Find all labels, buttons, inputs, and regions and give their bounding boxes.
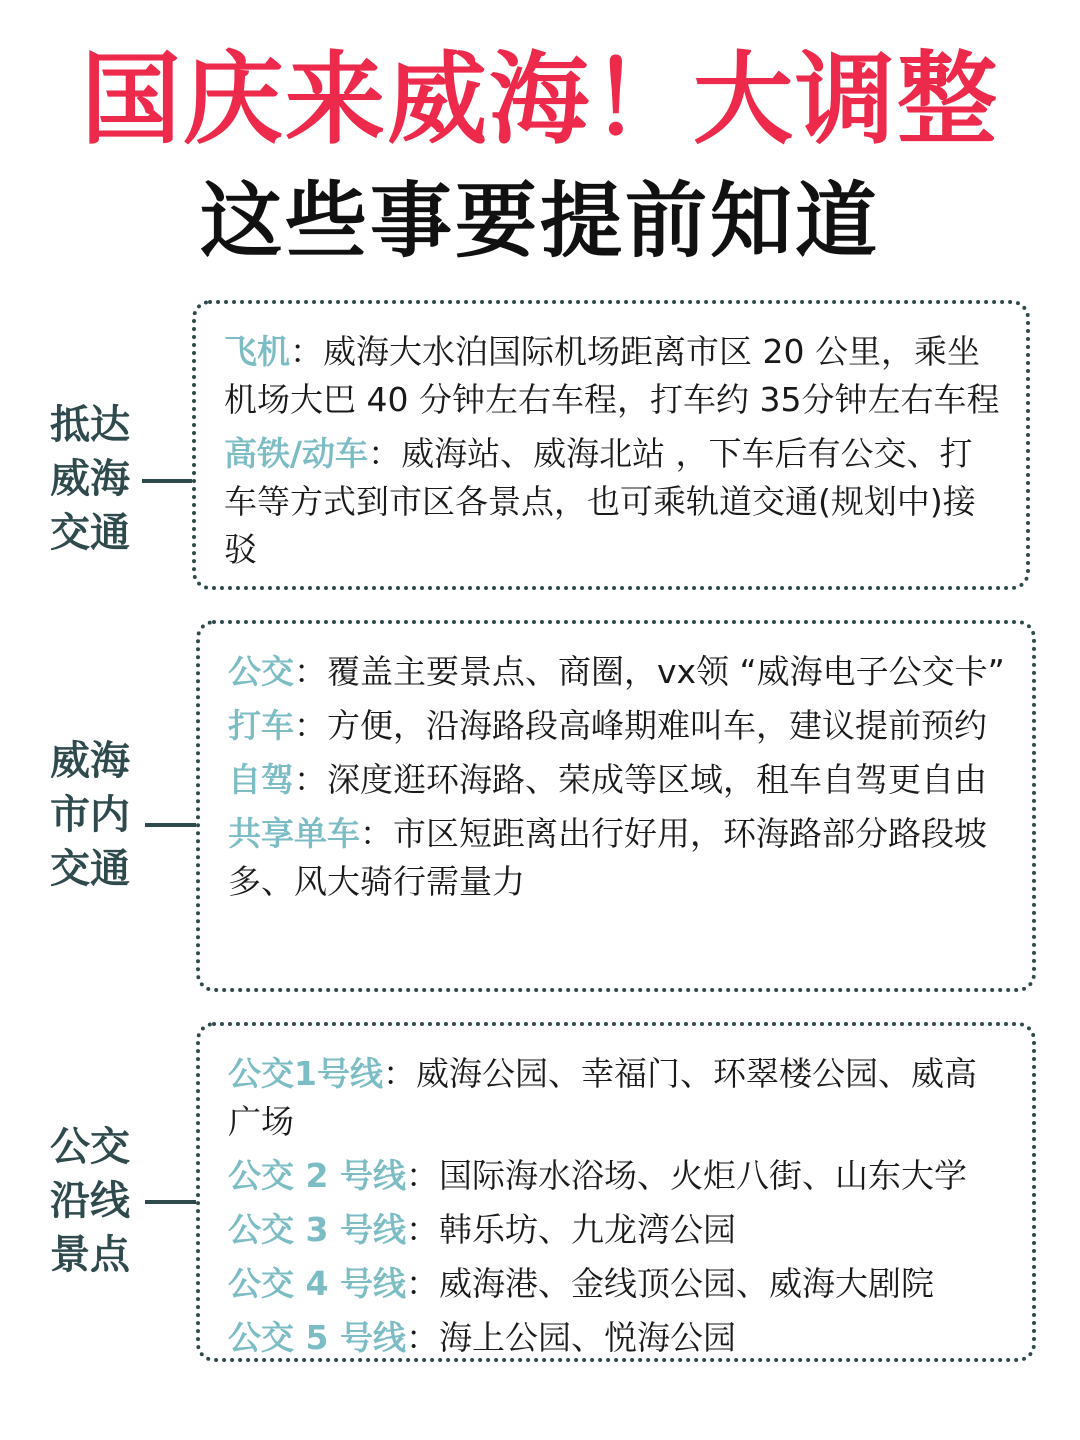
info-entry: 共享单车：市区短距离出行好用，环海路部分路段坡多、风大骑行需量力 — [228, 814, 987, 901]
section-label-line: 抵达 — [50, 402, 130, 448]
entry-value: 威海大水泊国际机场距离市区 20 公里，乘坐机场大巴 40 分钟左右车程，打车约 35分钟左右车程 — [224, 332, 1000, 419]
section-label-line: 威海 — [50, 456, 130, 502]
entry-key: 公交1号线 — [228, 1054, 383, 1093]
entry-key: 共享单车 — [228, 814, 360, 853]
connector-line — [142, 479, 192, 483]
entry-value: 海上公园、悦海公园 — [438, 1318, 736, 1357]
section-label-line: 景点 — [50, 1232, 130, 1278]
entry-key: 自驾 — [228, 760, 294, 799]
entry-value: 韩乐坊、九龙湾公园 — [438, 1210, 736, 1249]
entry-key: 公交 5 号线 — [228, 1318, 406, 1357]
entry-key: 公交 — [228, 652, 294, 691]
info-entry: 打车：方便，沿海路段高峰期难叫车，建议提前预约 — [228, 706, 987, 745]
section-label-line: 市内 — [50, 792, 130, 838]
entry-value: 深度逛环海路、荣成等区域，租车自驾更自由 — [327, 760, 987, 799]
entry-value: 威海公园、幸福门、环翠楼公园、威高广场 — [228, 1054, 977, 1141]
section-label-line: 公交 — [50, 1124, 130, 1170]
info-entry: 高铁/动车：威海站、威海北站 ，下车后有公交、打车等方式到市区各景点，也可乘轨道交通(规划中)接驳 — [224, 434, 976, 569]
section-label-line: 交通 — [50, 846, 130, 892]
connector-line — [145, 1200, 197, 1204]
entry-key: 高铁/动车 — [224, 434, 369, 473]
section-label-line: 威海 — [50, 738, 130, 784]
info-entry: 公交1号线：威海公园、幸福门、环翠楼公园、威高广场 — [228, 1054, 977, 1141]
entry-key: 公交 4 号线 — [228, 1264, 406, 1303]
connector-line — [145, 823, 197, 827]
page-subtitle: 这些事要提前知道 — [199, 174, 880, 269]
entry-value: 覆盖主要景点、商圈，vx领 “威海电子公交卡” — [327, 652, 1005, 691]
info-entry: 公交 2 号线：国际海水浴场、火炬八街、山东大学 — [228, 1156, 967, 1195]
info-entry: 公交 5 号线：海上公园、悦海公园 — [228, 1318, 736, 1357]
info-entry: 公交 4 号线：威海港、金线顶公园、威海大剧院 — [228, 1264, 934, 1303]
entry-value: 方便，沿海路段高峰期难叫车，建议提前预约 — [327, 706, 987, 745]
section-label-line: 交通 — [50, 510, 130, 556]
section-label-line: 沿线 — [50, 1178, 130, 1224]
section-label-city — [50, 734, 140, 896]
info-entry: 自驾：深度逛环海路、荣成等区域，租车自驾更自由 — [228, 760, 987, 799]
entry-key: 打车 — [228, 706, 294, 745]
info-box-bus — [196, 1022, 1036, 1362]
info-box-arrival — [192, 300, 1030, 590]
entry-value: 威海港、金线顶公园、威海大剧院 — [438, 1264, 934, 1303]
info-box-city — [196, 620, 1036, 992]
info-entry: 飞机：威海大水泊国际机场距离市区 20 公里，乘坐机场大巴 40 分钟左右车程，打车约 35分钟左右车程 — [224, 332, 1000, 419]
section-label-arrival — [50, 398, 140, 560]
entry-key: 公交 3 号线 — [228, 1210, 406, 1249]
entry-value: 国际海水浴场、火炬八街、山东大学 — [438, 1156, 967, 1195]
entry-key: 飞机 — [224, 332, 290, 371]
info-entry: 公交 3 号线：韩乐坊、九龙湾公园 — [228, 1210, 736, 1249]
entry-key: 公交 2 号线 — [228, 1156, 406, 1195]
section-label-bus — [50, 1120, 140, 1282]
page-title: 国庆来威海！大调整 — [81, 41, 999, 158]
entry-value: 威海站、威海北站 ，下车后有公交、打车等方式到市区各景点，也可乘轨道交通(规划中)接驳 — [224, 434, 976, 569]
info-entry: 公交：覆盖主要景点、商圈，vx领 “威海电子公交卡” — [228, 652, 1005, 691]
entry-value: 市区短距离出行好用，环海路部分路段坡多、风大骑行需量力 — [228, 814, 987, 901]
